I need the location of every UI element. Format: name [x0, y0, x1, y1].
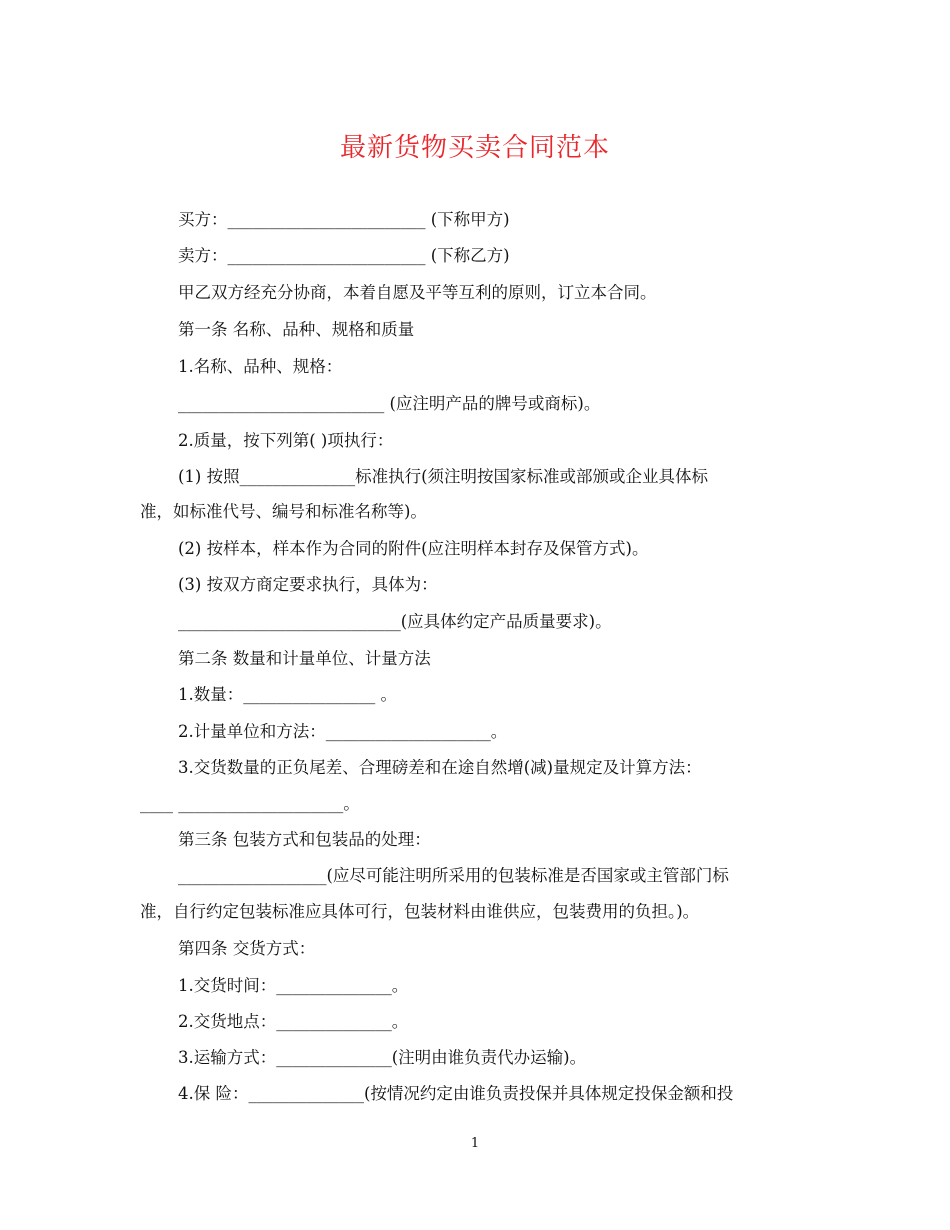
clause-line: 1.名称、品种、规格：	[178, 357, 343, 376]
buyer-line: 买方：________________________ (下称甲方)	[178, 210, 510, 229]
clause-line: _________________________ (应注明产品的牌号或商标)。	[178, 394, 601, 413]
clause-line: 2.交货地点：______________。	[178, 1012, 409, 1031]
page-number: 1	[470, 1136, 480, 1151]
clause-line: 4.保 险：______________(按情况约定由谁负责投保并具体规定投保金额和投	[178, 1084, 734, 1103]
clause-line: 1.数量：________________ 。	[178, 685, 397, 704]
article-1-heading: 第一条 名称、品种、规格和质量	[178, 320, 415, 339]
clause-line: 2.计量单位和方法：____________________。	[178, 722, 508, 741]
article-2-heading: 第二条 数量和计量单位、计量方法	[178, 649, 431, 668]
clause-line: (2) 按样本，样本作为合同的附件(应注明样本封存及保管方式)。	[178, 539, 649, 558]
clause-line: ___________________________(应具体约定产品质量要求)。	[178, 612, 612, 631]
clause-line: 2.质量，按下列第( )项执行：	[178, 431, 394, 450]
clause-line: __________________(应尽可能注明所采用的包装标准是否国家或主管部门标	[178, 866, 729, 885]
article-4-heading: 第四条 交货方式：	[178, 939, 316, 958]
article-3-heading: 第三条 包装方式和包装品的处理：	[178, 830, 431, 849]
clause-line-continued: 准，自行约定包装标准应具体可行，包装材料由谁供应，包装费用的负担。)。	[140, 902, 700, 921]
clause-line: (3) 按双方商定要求执行，具体为：	[178, 575, 438, 594]
clause-line: (1) 按照______________标准执行(须注明按国家标准或部颁或企业具体标	[178, 467, 709, 486]
document-title: 最新货物买卖合同范本	[339, 133, 610, 163]
clause-line-continued: 准，如标准代号、编号和标准名称等)。	[140, 502, 427, 521]
clause-line: 3.交货数量的正负尾差、合理磅差和在途自然增(减)量规定及计算方法：	[178, 758, 702, 777]
clause-line: 3.运输方式：______________(注明由谁负责代办运输)。	[178, 1048, 587, 1067]
clause-line-continued: ____ ____________________。	[140, 794, 360, 813]
clause-line: 1.交货时间：______________。	[178, 976, 409, 995]
preamble-line: 甲乙双方经充分协商，本着自愿及平等互利的原则，订立本合同。	[178, 283, 657, 302]
seller-line: 卖方：________________________ (下称乙方)	[178, 246, 510, 265]
